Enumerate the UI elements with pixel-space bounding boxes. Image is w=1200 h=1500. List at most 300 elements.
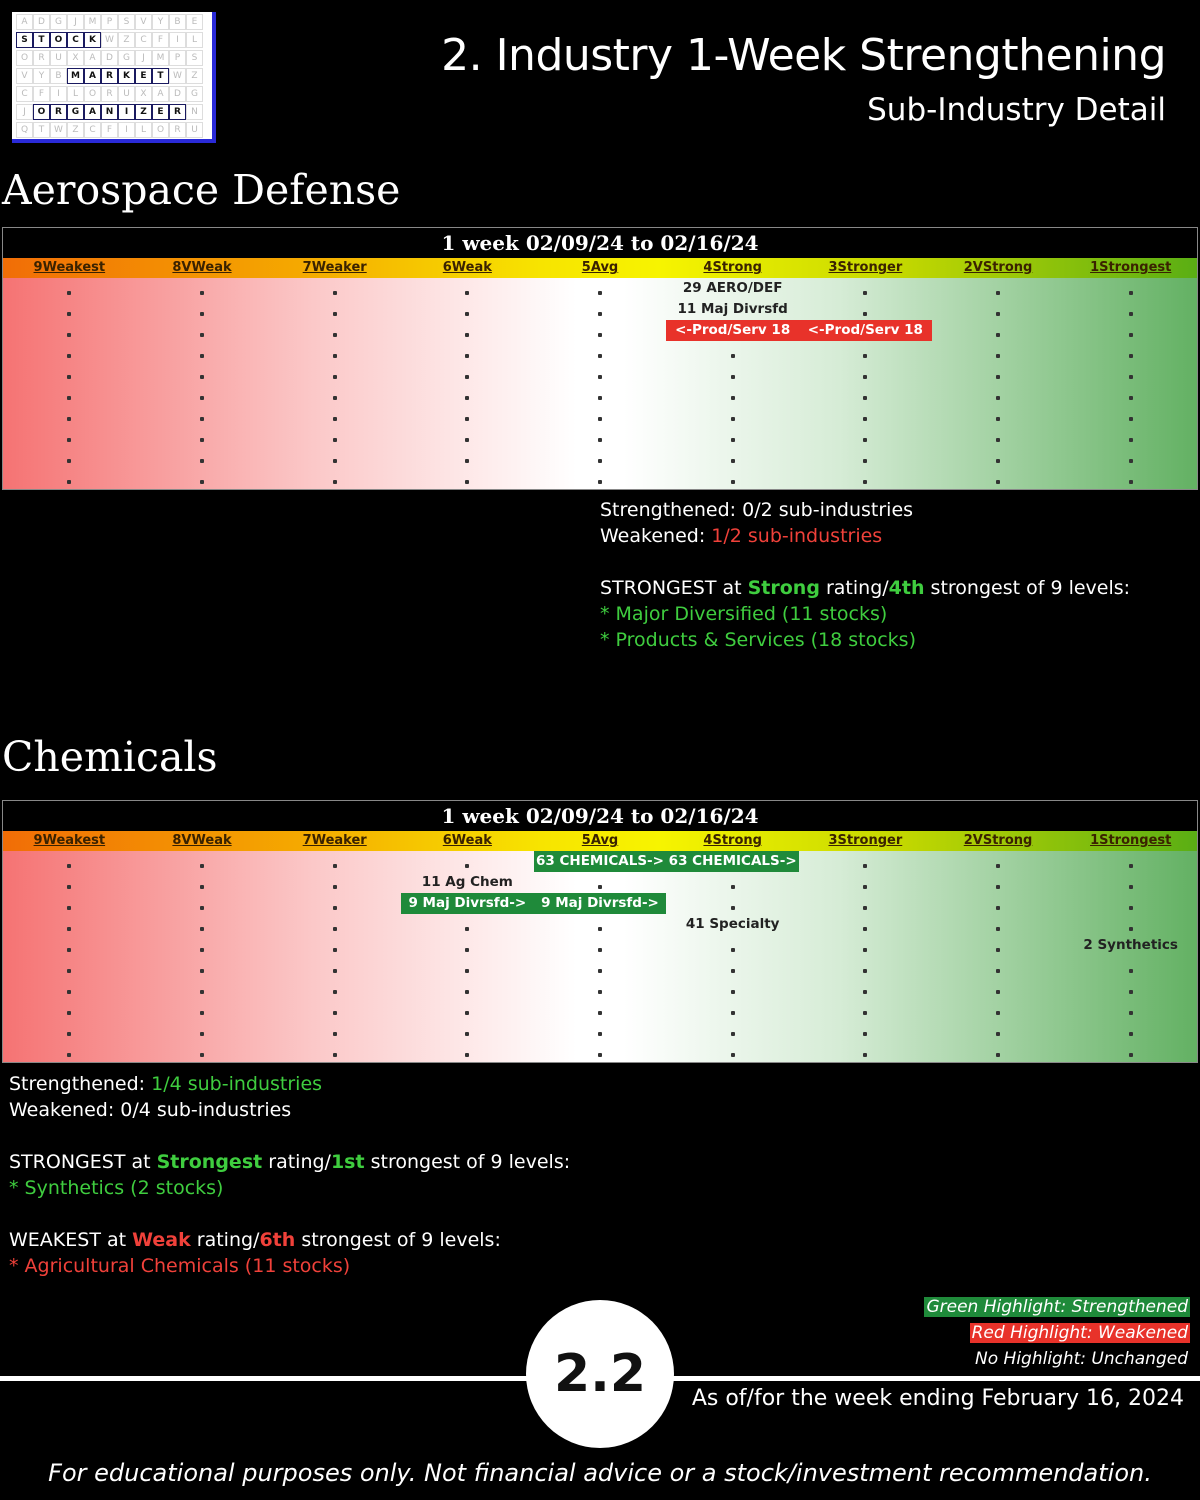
empty-cell-dot bbox=[333, 1011, 337, 1015]
empty-cell-dot bbox=[200, 906, 204, 910]
logo-filler-cell: Z bbox=[118, 32, 135, 48]
level-5avg: 5Avg bbox=[581, 260, 619, 275]
level-7weaker: 7Weaker bbox=[302, 260, 367, 275]
disclaimer: For educational purposes only. Not financial advice or a stock/investment recommendation. bbox=[48, 1459, 1152, 1487]
logo-filler-cell: F bbox=[33, 86, 50, 102]
level-3stronger: 3Stronger bbox=[828, 833, 903, 848]
page-number-badge: 2.2 bbox=[526, 1300, 674, 1448]
empty-cell-dot bbox=[333, 1032, 337, 1036]
level-8vweak: 8VWeak bbox=[172, 260, 232, 275]
logo-letter: K bbox=[84, 32, 101, 48]
empty-cell-dot bbox=[863, 438, 867, 442]
empty-cell-dot bbox=[200, 333, 204, 337]
empty-cell-dot bbox=[1129, 1053, 1133, 1057]
empty-cell-dot bbox=[1129, 438, 1133, 442]
logo-filler-cell: X bbox=[67, 50, 84, 66]
section-title-chemicals: Chemicals bbox=[2, 733, 218, 781]
sub-industry-label: 41 Specialty bbox=[685, 916, 780, 932]
empty-cell-dot bbox=[200, 438, 204, 442]
empty-cell-dot bbox=[863, 927, 867, 931]
level-1strongest: 1Strongest bbox=[1090, 260, 1172, 275]
empty-cell-dot bbox=[731, 948, 735, 952]
stock-market-organizer-logo bbox=[12, 12, 216, 143]
empty-cell-dot bbox=[996, 990, 1000, 994]
empty-cell-dot bbox=[731, 990, 735, 994]
empty-cell-dot bbox=[465, 333, 469, 337]
logo-filler-cell: G bbox=[186, 86, 203, 102]
logo-filler-cell: S bbox=[118, 14, 135, 30]
empty-cell-dot bbox=[996, 459, 1000, 463]
empty-cell-dot bbox=[200, 354, 204, 358]
empty-cell-dot bbox=[863, 864, 867, 868]
as-of-date: As of/for the week ending February 16, 2024 bbox=[691, 1386, 1184, 1411]
empty-cell-dot bbox=[731, 906, 735, 910]
empty-cell-dot bbox=[67, 969, 71, 973]
logo-letter: O bbox=[33, 104, 50, 120]
empty-cell-dot bbox=[67, 459, 71, 463]
strongest-item: * Major Diversified (11 stocks) bbox=[600, 603, 888, 625]
empty-cell-dot bbox=[1129, 1011, 1133, 1015]
empty-cell-dot bbox=[200, 885, 204, 889]
summary-aerospace-defense bbox=[600, 497, 1130, 653]
logo-letter: T bbox=[152, 68, 169, 84]
empty-cell-dot bbox=[996, 948, 1000, 952]
empty-cell-dot bbox=[598, 396, 602, 400]
empty-cell-dot bbox=[863, 480, 867, 484]
logo-filler-cell: L bbox=[67, 86, 84, 102]
chart-period: 1 week 02/09/24 to 02/16/24 bbox=[3, 228, 1197, 258]
grid-body bbox=[3, 851, 1197, 1062]
logo-filler-cell: I bbox=[169, 32, 186, 48]
logo-filler-cell: R bbox=[169, 122, 186, 138]
logo-row bbox=[16, 14, 203, 30]
empty-cell-dot bbox=[1129, 396, 1133, 400]
empty-cell-dot bbox=[333, 480, 337, 484]
logo-filler-cell: A bbox=[84, 50, 101, 66]
logo-filler-cell: P bbox=[101, 14, 118, 30]
logo-filler-cell: J bbox=[135, 50, 152, 66]
weakened-line: Weakened: 0/4 sub-industries bbox=[9, 1099, 292, 1121]
logo-filler-cell: G bbox=[118, 50, 135, 66]
highlight-strengthened: 9 Maj Divrsfd-> bbox=[534, 893, 667, 914]
empty-cell-dot bbox=[996, 480, 1000, 484]
logo-letter: N bbox=[101, 104, 118, 120]
empty-cell-dot bbox=[465, 480, 469, 484]
empty-cell-dot bbox=[731, 459, 735, 463]
legend-no-highlight: No Highlight: Unchanged bbox=[975, 1349, 1188, 1369]
level-header-row bbox=[3, 831, 1197, 851]
empty-cell-dot bbox=[200, 948, 204, 952]
empty-cell-dot bbox=[465, 864, 469, 868]
empty-cell-dot bbox=[465, 927, 469, 931]
empty-cell-dot bbox=[996, 1011, 1000, 1015]
logo-letter: S bbox=[16, 32, 33, 48]
strengthened-line: Strengthened: 0/2 sub-industries bbox=[600, 499, 914, 521]
empty-cell-dot bbox=[731, 396, 735, 400]
empty-cell-dot bbox=[863, 948, 867, 952]
logo-filler-cell: N bbox=[186, 104, 203, 120]
empty-cell-dot bbox=[333, 885, 337, 889]
weakest-item: * Agricultural Chemicals (11 stocks) bbox=[9, 1255, 351, 1277]
empty-cell-dot bbox=[200, 1011, 204, 1015]
empty-cell-dot bbox=[863, 375, 867, 379]
empty-cell-dot bbox=[333, 948, 337, 952]
logo-filler-cell: A bbox=[152, 86, 169, 102]
empty-cell-dot bbox=[1129, 927, 1133, 931]
empty-cell-dot bbox=[731, 417, 735, 421]
empty-cell-dot bbox=[200, 864, 204, 868]
empty-cell-dot bbox=[465, 375, 469, 379]
logo-filler-cell: J bbox=[67, 14, 84, 30]
empty-cell-dot bbox=[333, 333, 337, 337]
logo-filler-cell: C bbox=[16, 86, 33, 102]
empty-cell-dot bbox=[598, 333, 602, 337]
empty-cell-dot bbox=[996, 927, 1000, 931]
grid-body bbox=[3, 278, 1197, 489]
empty-cell-dot bbox=[863, 1053, 867, 1057]
empty-cell-dot bbox=[1129, 312, 1133, 316]
empty-cell-dot bbox=[1129, 969, 1133, 973]
empty-cell-dot bbox=[67, 906, 71, 910]
empty-cell-dot bbox=[731, 885, 735, 889]
logo-filler-cell: R bbox=[33, 50, 50, 66]
empty-cell-dot bbox=[731, 1011, 735, 1015]
empty-cell-dot bbox=[67, 480, 71, 484]
empty-cell-dot bbox=[465, 312, 469, 316]
logo-filler-cell: P bbox=[169, 50, 186, 66]
logo-filler-cell: V bbox=[135, 14, 152, 30]
empty-cell-dot bbox=[996, 864, 1000, 868]
level-header-row bbox=[3, 258, 1197, 278]
logo-letter: O bbox=[50, 32, 67, 48]
empty-cell-dot bbox=[333, 990, 337, 994]
logo-filler-cell: O bbox=[152, 122, 169, 138]
empty-cell-dot bbox=[731, 1032, 735, 1036]
logo-letter: E bbox=[135, 68, 152, 84]
empty-cell-dot bbox=[333, 459, 337, 463]
logo-filler-cell: C bbox=[135, 32, 152, 48]
level-9weakest: 9Weakest bbox=[33, 833, 106, 848]
empty-cell-dot bbox=[598, 885, 602, 889]
logo-filler-cell: Q bbox=[16, 122, 33, 138]
empty-cell-dot bbox=[200, 927, 204, 931]
empty-cell-dot bbox=[67, 885, 71, 889]
empty-cell-dot bbox=[200, 459, 204, 463]
highlight-strengthened: 63 CHEMICALS-> bbox=[534, 851, 667, 872]
empty-cell-dot bbox=[465, 1011, 469, 1015]
logo-filler-cell: D bbox=[169, 86, 186, 102]
logo-filler-cell: F bbox=[152, 32, 169, 48]
legend-green-strengthened: Green Highlight: Strengthened bbox=[926, 1297, 1188, 1317]
empty-cell-dot bbox=[1129, 459, 1133, 463]
empty-cell-dot bbox=[863, 312, 867, 316]
empty-cell-dot bbox=[333, 1053, 337, 1057]
empty-cell-dot bbox=[465, 396, 469, 400]
empty-cell-dot bbox=[1129, 417, 1133, 421]
empty-cell-dot bbox=[67, 375, 71, 379]
logo-filler-cell: J bbox=[16, 104, 33, 120]
logo-filler-cell: W bbox=[50, 122, 67, 138]
highlight-strengthened: 9 Maj Divrsfd-> bbox=[401, 893, 534, 914]
empty-cell-dot bbox=[863, 1011, 867, 1015]
empty-cell-dot bbox=[200, 417, 204, 421]
empty-cell-dot bbox=[863, 291, 867, 295]
empty-cell-dot bbox=[200, 291, 204, 295]
logo-letter: M bbox=[67, 68, 84, 84]
empty-cell-dot bbox=[67, 438, 71, 442]
empty-cell-dot bbox=[1129, 1032, 1133, 1036]
rating-grid-chemicals bbox=[2, 800, 1198, 1063]
logo-filler-cell: X bbox=[135, 86, 152, 102]
empty-cell-dot bbox=[333, 354, 337, 358]
rating-grid-aerospace-defense bbox=[2, 227, 1198, 490]
empty-cell-dot bbox=[996, 885, 1000, 889]
empty-cell-dot bbox=[465, 417, 469, 421]
empty-cell-dot bbox=[598, 375, 602, 379]
logo-filler-cell: W bbox=[169, 68, 186, 84]
logo-letter: G bbox=[67, 104, 84, 120]
logo-filler-cell: D bbox=[101, 50, 118, 66]
empty-cell-dot bbox=[731, 480, 735, 484]
logo-filler-cell: B bbox=[169, 14, 186, 30]
logo-filler-cell: C bbox=[84, 122, 101, 138]
logo-filler-cell: R bbox=[101, 86, 118, 102]
empty-cell-dot bbox=[863, 885, 867, 889]
strongest-item: * Synthetics (2 stocks) bbox=[9, 1177, 224, 1199]
empty-cell-dot bbox=[333, 438, 337, 442]
empty-cell-dot bbox=[598, 948, 602, 952]
logo-filler-cell: U bbox=[186, 122, 203, 138]
empty-cell-dot bbox=[67, 1011, 71, 1015]
weakest-line: WEAKEST at Weak rating/6th strongest of 9 levels: bbox=[9, 1229, 501, 1251]
empty-cell-dot bbox=[465, 969, 469, 973]
empty-cell-dot bbox=[200, 969, 204, 973]
logo-filler-cell: L bbox=[135, 122, 152, 138]
level-5avg: 5Avg bbox=[581, 833, 619, 848]
sub-industry-label: 11 Maj Divrsfd bbox=[677, 301, 788, 317]
empty-cell-dot bbox=[200, 396, 204, 400]
empty-cell-dot bbox=[996, 1032, 1000, 1036]
strengthened-line: Strengthened: 1/4 sub-industries bbox=[9, 1073, 323, 1095]
logo-filler-cell: O bbox=[16, 50, 33, 66]
logo-filler-cell: T bbox=[33, 122, 50, 138]
logo-filler-cell: O bbox=[84, 86, 101, 102]
highlight-weakened: <-Prod/Serv 18 bbox=[799, 320, 932, 341]
empty-cell-dot bbox=[598, 480, 602, 484]
logo-filler-cell: D bbox=[33, 14, 50, 30]
logo-row bbox=[16, 104, 203, 120]
empty-cell-dot bbox=[731, 969, 735, 973]
logo-filler-cell: A bbox=[16, 14, 33, 30]
logo-letter: K bbox=[118, 68, 135, 84]
logo-filler-cell: W bbox=[101, 32, 118, 48]
empty-cell-dot bbox=[465, 438, 469, 442]
level-7weaker: 7Weaker bbox=[302, 833, 367, 848]
empty-cell-dot bbox=[67, 417, 71, 421]
strongest-line: STRONGEST at Strong rating/4th strongest of 9 levels: bbox=[600, 577, 1131, 599]
empty-cell-dot bbox=[333, 927, 337, 931]
empty-cell-dot bbox=[333, 312, 337, 316]
logo-filler-cell: F bbox=[101, 122, 118, 138]
empty-cell-dot bbox=[1129, 354, 1133, 358]
empty-cell-dot bbox=[200, 480, 204, 484]
empty-cell-dot bbox=[996, 312, 1000, 316]
empty-cell-dot bbox=[863, 459, 867, 463]
strongest-line: STRONGEST at Strongest rating/1st strongest of 9 levels: bbox=[9, 1151, 571, 1173]
empty-cell-dot bbox=[996, 354, 1000, 358]
empty-cell-dot bbox=[333, 969, 337, 973]
empty-cell-dot bbox=[731, 354, 735, 358]
empty-cell-dot bbox=[200, 1053, 204, 1057]
logo-filler-cell: M bbox=[152, 50, 169, 66]
logo-row bbox=[16, 68, 203, 84]
level-1strongest: 1Strongest bbox=[1090, 833, 1172, 848]
empty-cell-dot bbox=[731, 1053, 735, 1057]
logo-row bbox=[16, 50, 203, 66]
empty-cell-dot bbox=[465, 990, 469, 994]
empty-cell-dot bbox=[996, 1053, 1000, 1057]
empty-cell-dot bbox=[598, 291, 602, 295]
empty-cell-dot bbox=[863, 417, 867, 421]
sub-industry-label: 29 AERO/DEF bbox=[682, 280, 783, 296]
empty-cell-dot bbox=[200, 990, 204, 994]
logo-letter: R bbox=[169, 104, 186, 120]
empty-cell-dot bbox=[1129, 990, 1133, 994]
logo-letter: I bbox=[118, 104, 135, 120]
empty-cell-dot bbox=[465, 1032, 469, 1036]
empty-cell-dot bbox=[598, 312, 602, 316]
empty-cell-dot bbox=[465, 354, 469, 358]
empty-cell-dot bbox=[598, 969, 602, 973]
empty-cell-dot bbox=[333, 375, 337, 379]
level-4strong: 4Strong bbox=[703, 260, 762, 275]
logo-row bbox=[16, 122, 203, 138]
empty-cell-dot bbox=[67, 354, 71, 358]
empty-cell-dot bbox=[996, 291, 1000, 295]
logo-filler-cell: V bbox=[16, 68, 33, 84]
empty-cell-dot bbox=[996, 438, 1000, 442]
empty-cell-dot bbox=[333, 906, 337, 910]
empty-cell-dot bbox=[1129, 333, 1133, 337]
logo-filler-cell: U bbox=[118, 86, 135, 102]
logo-filler-cell: Y bbox=[33, 68, 50, 84]
section-title-aerospace-defense: Aerospace Defense bbox=[2, 166, 401, 214]
level-2vstrong: 2VStrong bbox=[963, 260, 1033, 275]
empty-cell-dot bbox=[863, 354, 867, 358]
empty-cell-dot bbox=[67, 312, 71, 316]
level-3stronger: 3Stronger bbox=[828, 260, 903, 275]
logo-row bbox=[16, 86, 203, 102]
empty-cell-dot bbox=[67, 333, 71, 337]
highlight-strengthened: 63 CHEMICALS-> bbox=[666, 851, 799, 872]
page-subtitle: Sub-Industry Detail bbox=[867, 92, 1166, 128]
level-2vstrong: 2VStrong bbox=[963, 833, 1033, 848]
level-4strong: 4Strong bbox=[703, 833, 762, 848]
empty-cell-dot bbox=[598, 438, 602, 442]
empty-cell-dot bbox=[465, 291, 469, 295]
empty-cell-dot bbox=[996, 396, 1000, 400]
empty-cell-dot bbox=[333, 864, 337, 868]
empty-cell-dot bbox=[598, 927, 602, 931]
empty-cell-dot bbox=[1129, 480, 1133, 484]
empty-cell-dot bbox=[67, 1032, 71, 1036]
logo-filler-cell: B bbox=[50, 68, 67, 84]
logo-filler-cell: G bbox=[50, 14, 67, 30]
logo-letter: A bbox=[84, 104, 101, 120]
logo-filler-cell: L bbox=[186, 32, 203, 48]
empty-cell-dot bbox=[67, 990, 71, 994]
logo-letter: R bbox=[101, 68, 118, 84]
empty-cell-dot bbox=[863, 396, 867, 400]
empty-cell-dot bbox=[333, 417, 337, 421]
level-8vweak: 8VWeak bbox=[172, 833, 232, 848]
empty-cell-dot bbox=[1129, 291, 1133, 295]
empty-cell-dot bbox=[200, 375, 204, 379]
empty-cell-dot bbox=[996, 417, 1000, 421]
logo-filler-cell: Y bbox=[152, 14, 169, 30]
empty-cell-dot bbox=[1129, 906, 1133, 910]
empty-cell-dot bbox=[731, 438, 735, 442]
empty-cell-dot bbox=[67, 291, 71, 295]
empty-cell-dot bbox=[67, 396, 71, 400]
empty-cell-dot bbox=[67, 948, 71, 952]
empty-cell-dot bbox=[598, 354, 602, 358]
weakened-line: Weakened: 1/2 sub-industries bbox=[600, 525, 883, 547]
logo-letter: T bbox=[33, 32, 50, 48]
logo-letter: E bbox=[152, 104, 169, 120]
level-6weak: 6Weak bbox=[442, 260, 492, 275]
page-title: 2. Industry 1-Week Strengthening bbox=[441, 30, 1166, 81]
empty-cell-dot bbox=[67, 927, 71, 931]
empty-cell-dot bbox=[863, 969, 867, 973]
logo-filler-cell: E bbox=[186, 14, 203, 30]
empty-cell-dot bbox=[333, 396, 337, 400]
chart-period: 1 week 02/09/24 to 02/16/24 bbox=[3, 801, 1197, 831]
strongest-item: * Products & Services (18 stocks) bbox=[600, 629, 916, 651]
logo-filler-cell: Z bbox=[186, 68, 203, 84]
logo-filler-cell: S bbox=[186, 50, 203, 66]
empty-cell-dot bbox=[996, 375, 1000, 379]
empty-cell-dot bbox=[465, 948, 469, 952]
level-9weakest: 9Weakest bbox=[33, 260, 106, 275]
legend-red-weakened: Red Highlight: Weakened bbox=[971, 1323, 1188, 1343]
empty-cell-dot bbox=[67, 864, 71, 868]
level-6weak: 6Weak bbox=[442, 833, 492, 848]
empty-cell-dot bbox=[598, 990, 602, 994]
empty-cell-dot bbox=[863, 1032, 867, 1036]
empty-cell-dot bbox=[598, 1011, 602, 1015]
empty-cell-dot bbox=[996, 333, 1000, 337]
logo-letter: C bbox=[67, 32, 84, 48]
sub-industry-label: 11 Ag Chem bbox=[421, 874, 513, 890]
logo-row bbox=[16, 32, 203, 48]
empty-cell-dot bbox=[333, 291, 337, 295]
summary-chemicals bbox=[9, 1071, 570, 1279]
empty-cell-dot bbox=[67, 1053, 71, 1057]
logo-letter: R bbox=[50, 104, 67, 120]
logo-filler-cell: M bbox=[84, 14, 101, 30]
empty-cell-dot bbox=[731, 375, 735, 379]
empty-cell-dot bbox=[1129, 864, 1133, 868]
logo-filler-cell: U bbox=[50, 50, 67, 66]
empty-cell-dot bbox=[598, 417, 602, 421]
empty-cell-dot bbox=[1129, 375, 1133, 379]
logo-filler-cell: I bbox=[50, 86, 67, 102]
empty-cell-dot bbox=[465, 459, 469, 463]
logo-filler-cell: Z bbox=[67, 122, 84, 138]
highlight-weakened: <-Prod/Serv 18 bbox=[666, 320, 799, 341]
empty-cell-dot bbox=[863, 906, 867, 910]
